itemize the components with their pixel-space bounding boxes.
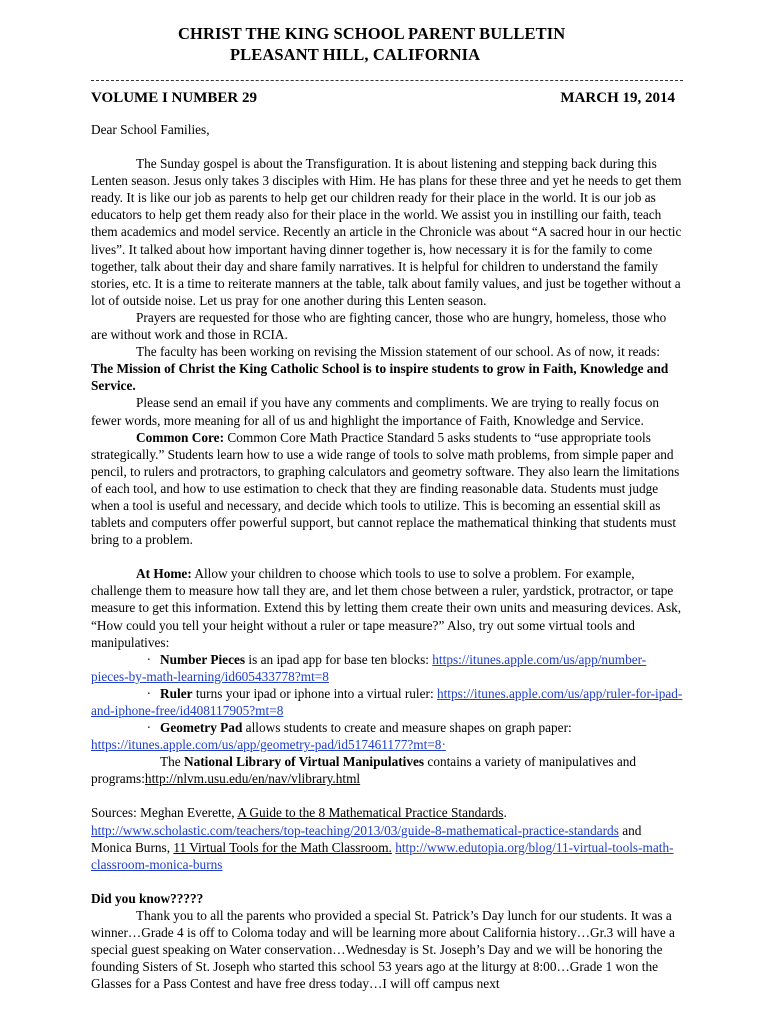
tool-desc: is an ipad app for base ten blocks: <box>245 651 433 667</box>
bulletin-location: PLEASANT HILL, CALIFORNIA <box>230 45 481 64</box>
tool-name: Ruler <box>160 685 193 701</box>
tool-link[interactable]: https://itunes.apple.com/us/app/number-pieces-by-math-learning/id605433778?mt=8 <box>91 651 647 684</box>
source-title-2: 11 Virtual Tools for the Math Classroom. <box>173 839 392 855</box>
paragraph-did-you-know: Thank you to all the parents who provided a special St. Patrick’s Day lunch for our students. It was a winner…Grade 4 is off to Coloma today and will be learning more about California history…Gr.3 will have a special guest speaking on Water conservation…Wednesday is St. Joseph’s Day and we will be honoring the founding Sisters of St. Joseph who started this school 53 years ago at the liturgy at 8:00…Grade 1 won the Glasses for a Pass Contest and have free dress today…I will off campus next <box>91 907 675 992</box>
tool-desc: turns your ipad or iphone into a virtual ruler: <box>192 685 437 701</box>
nlvm-text: contains a variety of manipulatives and programs: <box>91 754 637 787</box>
bulletin-title: CHRIST THE KING SCHOOL PARENT BULLETIN <box>178 24 566 43</box>
at-home-label: At Home: <box>136 566 192 582</box>
tool-name: Geometry Pad <box>160 720 243 736</box>
header-divider <box>91 80 683 81</box>
source-link-2[interactable]: http://www.edutopia.org/blog/11-virtual-tools-math-classroom-monica-burns <box>91 839 674 872</box>
paragraph-common-core <box>91 429 683 549</box>
sources-mid: and Monica Burns, <box>91 822 642 855</box>
paragraph-mission <box>91 343 683 394</box>
bulletin-body <box>91 121 683 992</box>
tool-desc: allows students to create and measure shapes on graph paper: <box>242 720 572 736</box>
tool-link[interactable]: https://itunes.apple.com/us/app/ruler-for-ipad-and-iphone-free/id408117905?mt=8 <box>91 685 683 718</box>
tool-item <box>91 651 683 685</box>
nlvm-item <box>91 753 683 787</box>
greeting: Dear School Families, <box>91 122 210 137</box>
paragraph-at-home <box>91 565 683 650</box>
did-you-know-heading <box>91 890 683 907</box>
link-tail: · <box>441 737 446 753</box>
paragraph-gospel: The Sunday gospel is about the Transfiguration. It is about listening and stepping back during this Lenten season. Jesus only takes 3 disciples with Him. He has plans for these three and yet he needs to get them ready. It is like our job as parents to help get our children ready for their place in the world. It is our job as educators to help get them ready also for their place in the world. We assist you in instilling our faith, teach them academics and model service. Recently an article in the Chronicle was about “A sacred hour in our hectic lives”. It talked about how important having dinner together is, how necessary it is for the family to come together, talk about their day and share family narratives. It is helpful for children to understand the family stories, etc. It is a time to reiterate manners at the table, talk about family values, and just be together without a lot of outside noise. Let us pray for one another during this Lenten season. <box>91 156 682 308</box>
sources-dot: . <box>503 805 507 821</box>
tool-item <box>91 719 683 753</box>
nlvm-name: National Library of Virtual Manipulatives <box>184 754 425 770</box>
mission-statement: The Mission of Christ the King Catholic School is to inspire students to grow in Faith, Knowledge and Service. <box>91 361 669 394</box>
bullet: · <box>146 651 151 667</box>
bullet: · <box>146 720 151 736</box>
at-home-text: Allow your children to choose which tools to use to solve a problem. For example, challenge them to measure how tall they are, and let them chose between a ruler, yardstick, protractor, or tape measure to get this information. Extend this by letting them create their own units and measuring devices. Ask, “How could you tell your height without a ruler or tape measure?” Also, try out some virtual tools and manipulatives: <box>91 566 682 650</box>
nlvm-link[interactable]: http://nlvm.usu.edu/en/nav/vlibrary.html <box>144 771 361 787</box>
nlvm-pre: The <box>160 754 184 770</box>
sources <box>91 804 683 872</box>
source-link-1[interactable]: http://www.scholastic.com/teachers/top-teaching/2013/03/guide-8-mathematical-practice-standards <box>91 822 619 838</box>
common-core-text: Common Core Math Practice Standard 5 asks students to “use appropriate tools strategically.” Students learn how to use a wide range of tools to solve math problems, from simple paper and pencil, to rulers and protractors, to graphing calculators and geometry software. They also learn the limitations of each tool, and how to use estimation to check that they are finding reasonable data. Students must judge when a tool is useful and necessary, and decide which tools to utilize. This is becoming an essential skill as tablets and computers offer powerful support, but cannot replace the mathematical thinking that students must bring to a problem. <box>91 429 680 548</box>
paragraph-feedback: Please send an email if you have any comments and compliments. We are trying to really focus on fewer words, more meaning for all of us and highlight the importance of Faith, Knowledge and Service. <box>91 395 660 428</box>
bullet: · <box>146 685 151 701</box>
tool-item <box>91 685 683 719</box>
sources-pre: Sources: Meghan Everette, <box>91 805 238 821</box>
did-you-know-label: Did you know????? <box>91 890 204 906</box>
bulletin-date: MARCH 19, 2014 <box>560 90 675 106</box>
tool-name: Number Pieces <box>160 651 246 667</box>
common-core-label: Common Core: <box>136 429 225 445</box>
tool-link[interactable]: https://itunes.apple.com/us/app/geometry-pad/id517461177?mt=8 <box>91 737 442 753</box>
volume-number: VOLUME I NUMBER 29 <box>91 90 257 106</box>
source-title-1: A Guide to the 8 Mathematical Practice Standards <box>237 805 504 821</box>
mission-intro: The faculty has been working on revising the Mission statement of our school. As of now, it reads: <box>136 344 660 360</box>
paragraph-prayers: Prayers are requested for those who are fighting cancer, those who are hungry, homeless, those who are without work and those in RCIA. <box>91 309 667 343</box>
